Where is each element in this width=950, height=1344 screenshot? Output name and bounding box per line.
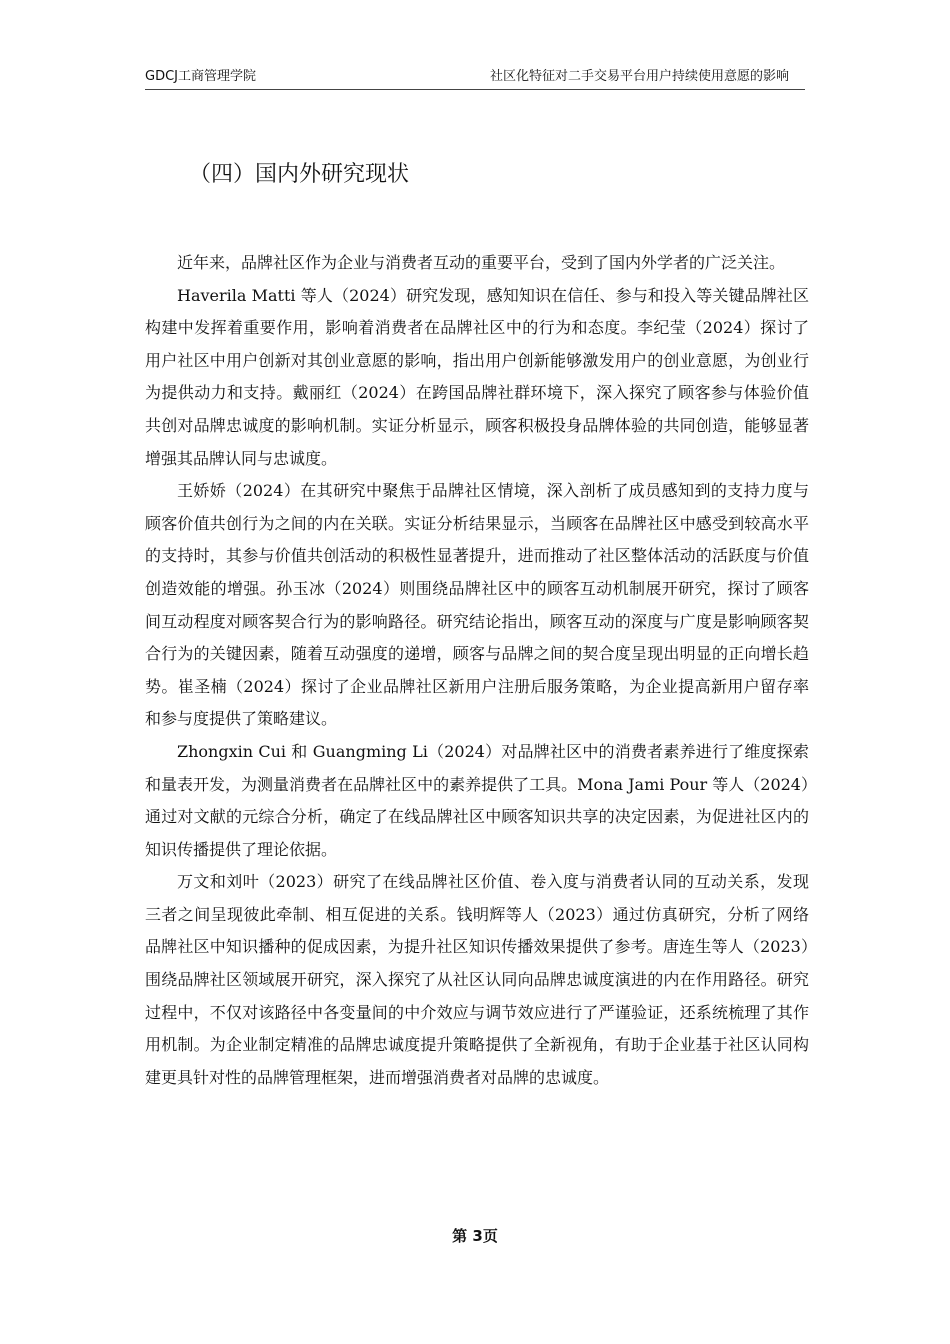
paragraph: Haverila Matti 等人（2024）研究发现，感知知识在信任、参与和投入等关键品牌社区构建中发挥着重要作用，影响着消费者在品牌社区中的行为和态度。李纪莹（2024）探讨了用户社区中用户创新对其创业意愿的影响，指出用户创新能够激发用户的创业意愿，为创业行为提供动力和支持。戴丽红（2024）在跨国品牌社群环境下，深入探究了顾客参与体验价值共创对品牌忠诚度的影响机制。实证分析显示，顾客积极投身品牌体验的共同创造，能够显著增强其品牌认同与忠诚度。 [145,285,809,468]
paragraph: Zhongxin Cui 和 Guangming Li（2024）对品牌社区中的消费者素养进行了维度探索和量表开发，为测量消费者在品牌社区中的素养提供了工具。Mona Jami Pour 等人（2024）通过对文献的元综合分析，确定了在线品牌社区中顾客知识共享的决定因素，为促进社区内的知识传播提供了理论依据。 [145,741,809,859]
paragraph: 王娇娇（2024）在其研究中聚焦于品牌社区情境，深入剖析了成员感知到的支持力度与顾客价值共创行为之间的内在关联。实证分析结果显示，当顾客在品牌社区中感受到较高水平的支持时，其参与价值共创活动的积极性显著提升，进而推动了社区整体活动的活跃度与价值创造效能的增强。孙玉冰（2024）则围绕品牌社区中的顾客互动机制展开研究，探讨了顾客间互动程度对顾客契合行为的影响路径。研究结论指出，顾客互动的深度与广度是影响顾客契合行为的关键因素，随着互动强度的递增，顾客与品牌之间的契合度呈现出明显的正向增长趋势。崔圣楠（2024）探讨了企业品牌社区新用户注册后服务策略，为企业提高新用户留存率和参与度提供了策略建议。 [145,481,809,729]
body-text [145,247,809,1094]
paragraph: 近年来，品牌社区作为企业与消费者互动的重要平台，受到了国内外学者的广泛关注。 [177,253,786,272]
page-header [145,67,805,90]
section-heading: （四）国内外研究现状 [189,162,410,187]
page-number: 第 3页 [452,1227,498,1245]
header-title: 社区化特征对二手交易平台用户持续使用意愿的影响 [489,69,789,84]
paragraph: 万文和刘叶（2023）研究了在线品牌社区价值、卷入度与消费者认同的互动关系，发现三者之间呈现彼此牵制、相互促进的关系。钱明辉等人（2023）通过仿真研究，分析了网络品牌社区中知识播种的促成因素，为提升社区知识传播效果提供了参考。唐连生等人（2023）围绕品牌社区领域展开研究，深入探究了从社区认同向品牌忠诚度演进的内在作用路径。研究过程中，不仅对该路径中各变量间的中介效应与调节效应进行了严谨验证，还系统梳理了其作用机制。为企业制定精准的品牌忠诚度提升策略提供了全新视角，有助于企业基于社区认同构建更具针对性的品牌管理框架，进而增强消费者对品牌的忠诚度。 [145,872,809,1087]
header-institution: GDCJ工商管理学院 [145,69,256,84]
